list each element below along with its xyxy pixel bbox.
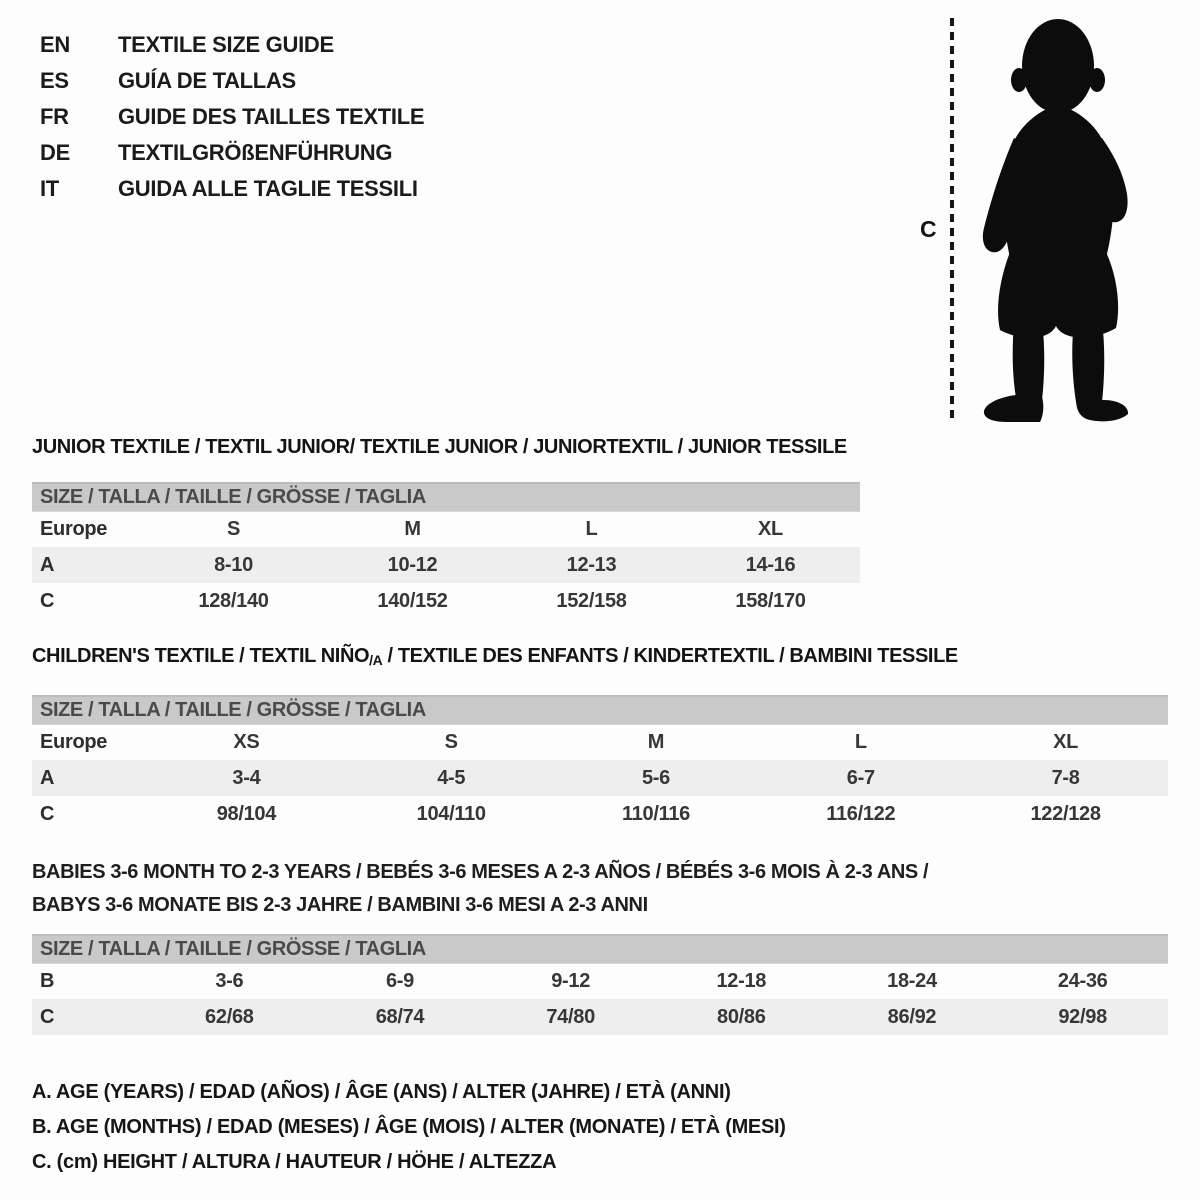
legend-line-b: B. AGE (MONTHS) / EDAD (MESES) / ÂGE (MOIS) / ALTER (MONATE) / ETÀ (MESI) — [32, 1116, 786, 1138]
children-size-table — [32, 695, 1168, 832]
row-label: C — [40, 589, 55, 612]
baby-silhouette-icon — [900, 14, 1162, 426]
cell: 104/110 — [416, 802, 486, 825]
cell: M — [404, 517, 421, 540]
cell: L — [585, 517, 598, 540]
cell: 110/116 — [621, 802, 690, 825]
language-label: GUIDA ALLE TAGLIE TESSILI — [118, 176, 418, 201]
cell: S — [226, 517, 241, 540]
cell: 116/122 — [826, 802, 896, 825]
language-label: TEXTILGRÖßENFÜHRUNG — [118, 140, 393, 165]
language-code: ES — [40, 68, 69, 93]
cell: 4-5 — [349, 760, 554, 796]
cell: XL — [758, 517, 783, 540]
cell: 128/140 — [198, 589, 269, 612]
table-row — [32, 724, 1168, 760]
size-header-label: SIZE / TALLA / TAILLE / GRÖSSE / TAGLIA — [32, 935, 1168, 963]
table-header-row — [32, 483, 860, 511]
babies-title-line2: BABYS 3-6 MONATE BIS 2-3 JAHRE / BAMBINI 3-6 MESI A 2-3 ANNI — [32, 894, 648, 916]
cell: 14-16 — [681, 547, 860, 583]
language-code: DE — [40, 140, 70, 165]
cell: 12-18 — [716, 969, 767, 992]
cell: 7-8 — [963, 760, 1168, 796]
cell: 12-13 — [502, 547, 681, 583]
language-label: TEXTILE SIZE GUIDE — [118, 32, 334, 57]
cell: S — [444, 730, 458, 753]
height-measure-figure — [900, 14, 1162, 426]
row-label: A — [32, 547, 144, 583]
row-label: C — [40, 802, 55, 825]
cell: 98/104 — [216, 802, 277, 825]
junior-section-title: JUNIOR TEXTILE / TEXTIL JUNIOR/ TEXTILE JUNIOR / JUNIORTEXTIL / JUNIOR TESSILE — [32, 436, 847, 458]
cell: L — [854, 730, 867, 753]
cell: M — [647, 730, 665, 753]
cell: 6-9 — [385, 969, 414, 992]
cell: XL — [1053, 730, 1079, 753]
cell: XS — [233, 730, 260, 753]
cell: 3-4 — [144, 760, 349, 796]
measure-c-label: C — [920, 216, 937, 242]
table-row — [32, 583, 860, 619]
table-row — [32, 760, 1168, 796]
cell: 18-24 — [887, 969, 937, 992]
cell: 152/158 — [556, 589, 627, 612]
table-row — [32, 547, 860, 583]
cell: 9-12 — [551, 969, 591, 992]
cell: 6-7 — [758, 760, 963, 796]
row-label: B — [40, 969, 55, 992]
language-label: GUÍA DE TALLAS — [118, 68, 296, 93]
row-label: C — [32, 999, 144, 1035]
table-row — [32, 796, 1168, 832]
children-title-sub: /A — [369, 652, 383, 668]
cell: 92/98 — [997, 999, 1168, 1035]
legend-line-a: A. AGE (YEARS) / EDAD (AÑOS) / ÂGE (ANS) / ALTER (JAHRE) / ETÀ (ANNI) — [32, 1081, 731, 1103]
row-label: A — [32, 760, 144, 796]
row-label: Europe — [40, 517, 108, 540]
cell: 5-6 — [554, 760, 759, 796]
cell: 10-12 — [323, 547, 502, 583]
babies-size-table — [32, 934, 1168, 1035]
table-row — [32, 963, 1168, 999]
legend — [32, 1075, 1168, 1180]
cell: 62/68 — [144, 999, 315, 1035]
table-header-row — [32, 696, 1168, 724]
cell: 80/86 — [656, 999, 827, 1035]
babies-title-line1: BABIES 3-6 MONTH TO 2-3 YEARS / BEBÉS 3-6 MESES A 2-3 AÑOS / BÉBÉS 3-6 MOIS À 2-3 ANS / — [32, 861, 929, 883]
cell: 8-10 — [144, 547, 323, 583]
cell: 140/152 — [377, 589, 448, 612]
language-code: IT — [40, 176, 59, 201]
table-row — [32, 999, 1168, 1035]
cell: 68/74 — [315, 999, 486, 1035]
cell: 158/170 — [735, 589, 806, 612]
size-header-label: SIZE / TALLA / TAILLE / GRÖSSE / TAGLIA — [32, 483, 860, 511]
row-label: Europe — [40, 730, 108, 753]
children-title-pre: CHILDREN'S TEXTILE / TEXTIL NIÑO — [32, 645, 370, 667]
tables-column — [32, 436, 1168, 1180]
baby-silhouette-shape — [983, 19, 1128, 422]
cell: 24-36 — [1057, 969, 1108, 992]
size-header-label: SIZE / TALLA / TAILLE / GRÖSSE / TAGLIA — [32, 696, 1168, 724]
language-code: FR — [40, 104, 69, 129]
table-row — [32, 511, 860, 547]
junior-size-table — [32, 482, 860, 619]
cell: 86/92 — [827, 999, 998, 1035]
cell: 122/128 — [1030, 802, 1101, 825]
cell: 3-6 — [215, 969, 244, 992]
children-title-post: / TEXTILE DES ENFANTS / KINDERTEXTIL / BAMBINI TESSILE — [382, 645, 958, 667]
language-code: EN — [40, 32, 70, 57]
children-section-title — [32, 645, 1168, 671]
table-header-row — [32, 935, 1168, 963]
legend-line-c: C. (cm) HEIGHT / ALTURA / HAUTEUR / HÖHE / ALTEZZA — [32, 1151, 557, 1173]
babies-section-title — [32, 856, 1168, 922]
cell: 74/80 — [485, 999, 656, 1035]
language-list — [40, 32, 424, 202]
language-label: GUIDE DES TAILLES TEXTILE — [118, 104, 425, 129]
